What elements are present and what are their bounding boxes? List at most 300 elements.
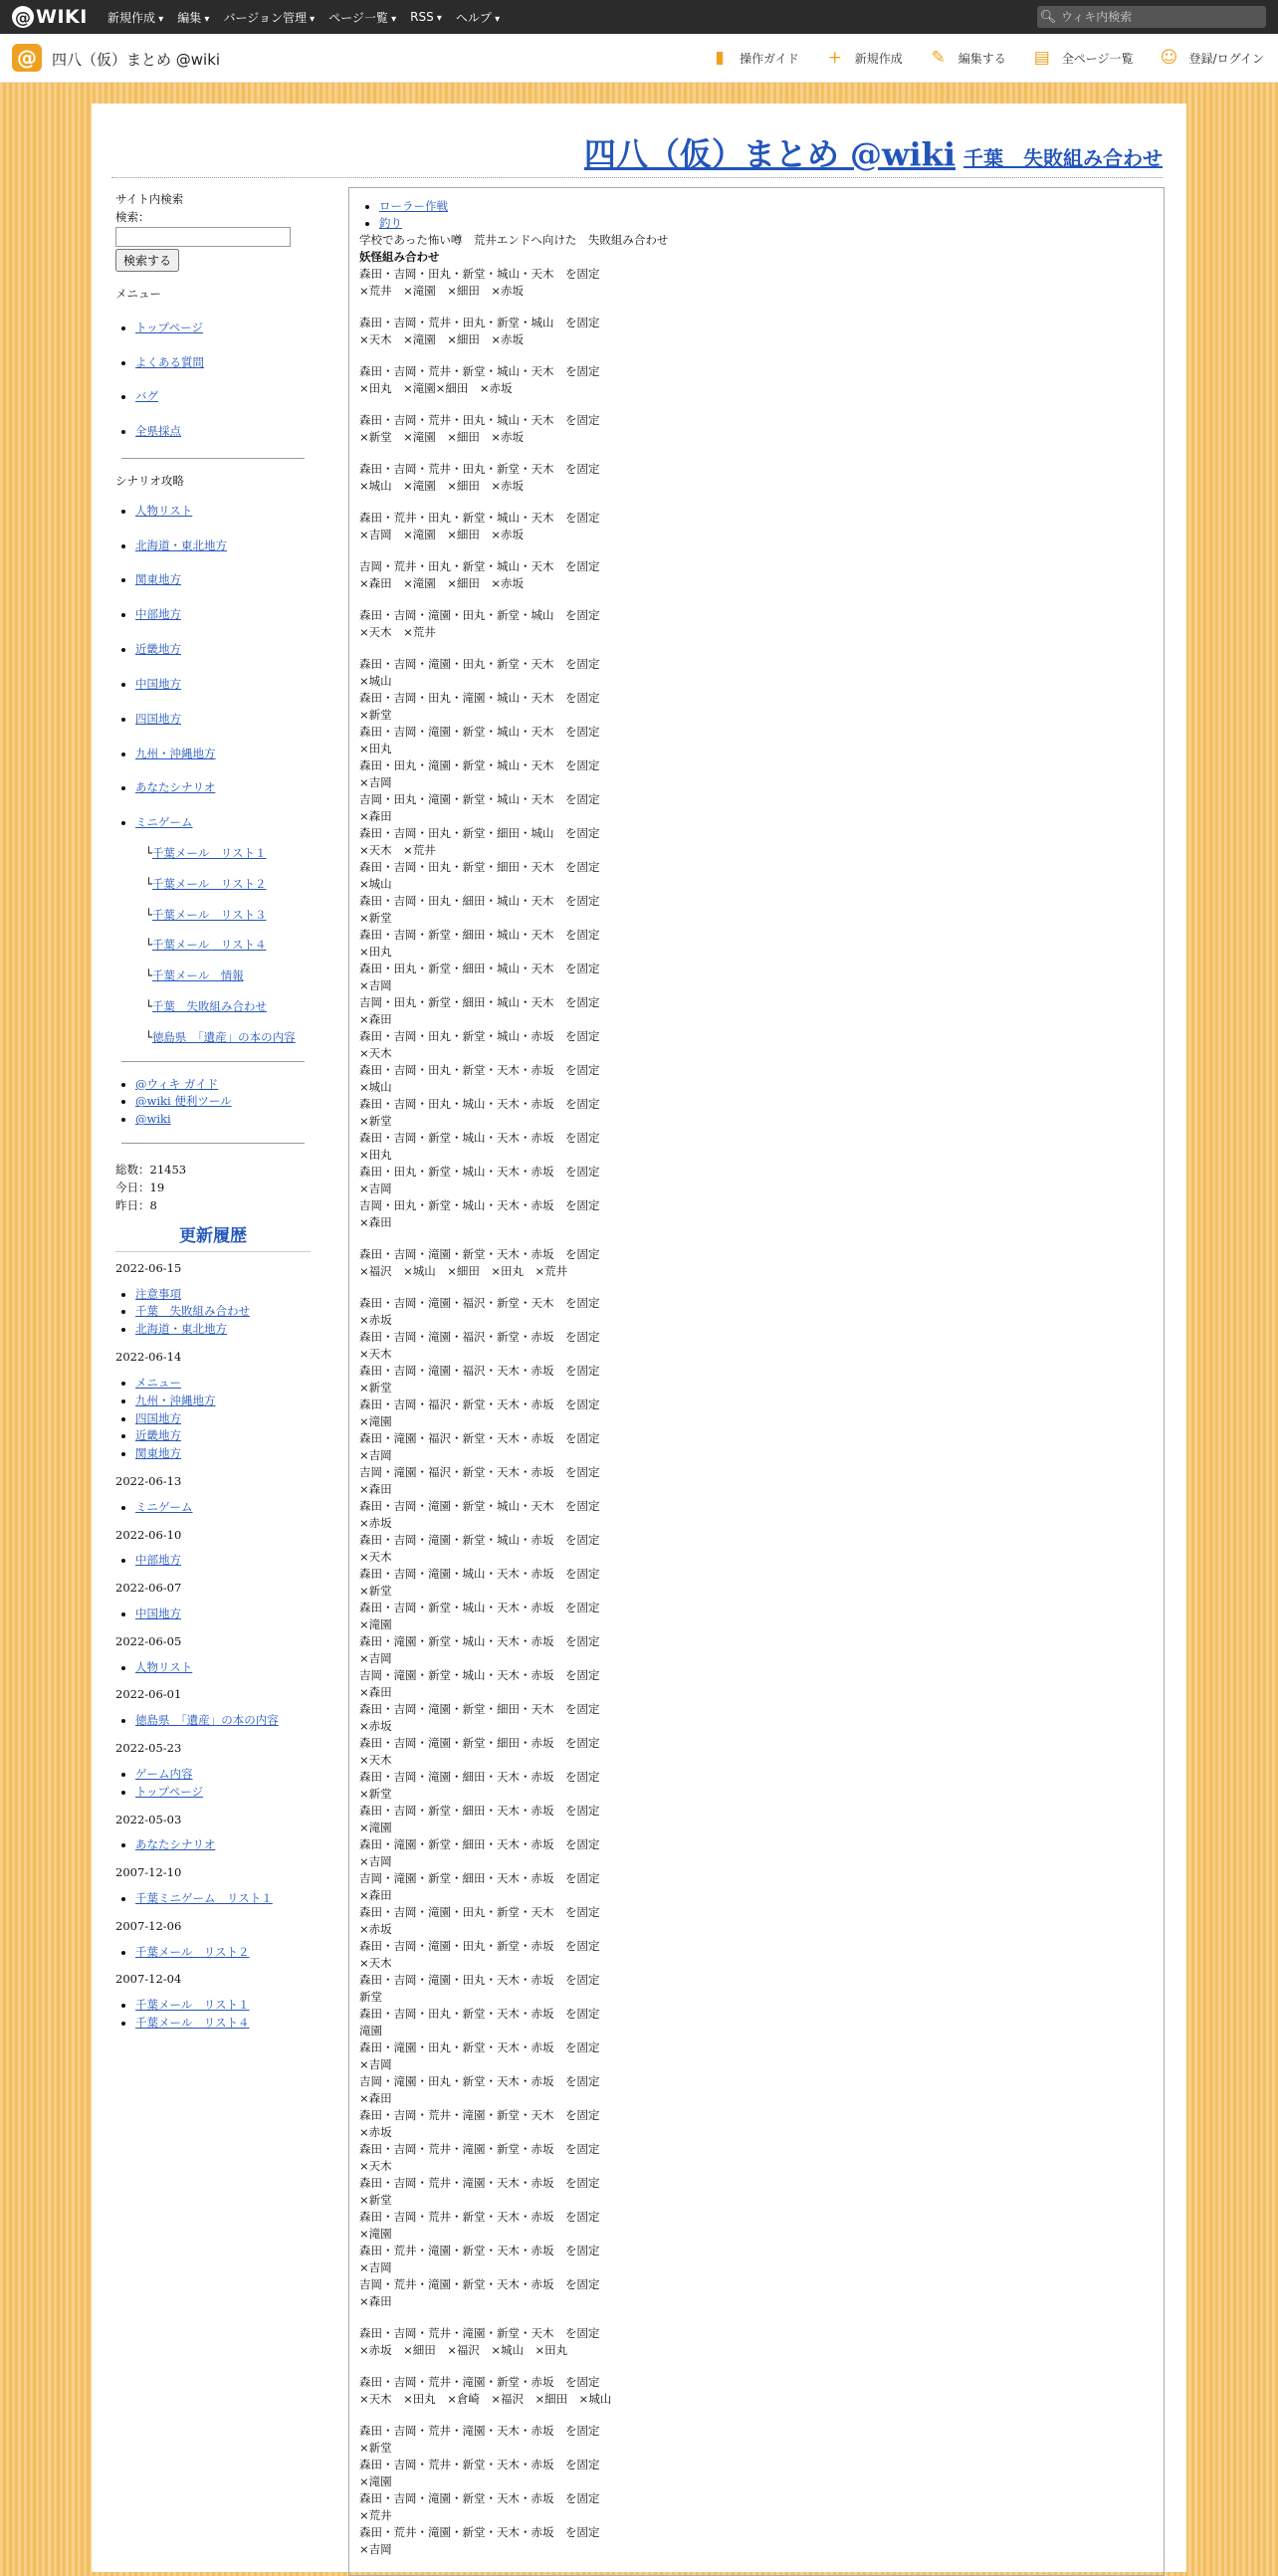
- combination-line: 森田・吉岡・新堂・細田・天木・赤坂 を固定: [359, 1804, 600, 1818]
- sidebar-menu-link[interactable]: トップページ: [135, 320, 203, 334]
- history-date: 2022-06-13: [115, 1473, 182, 1488]
- sidebar-scenario-link[interactable]: ミニゲーム: [135, 815, 193, 830]
- guide-button[interactable]: [710, 48, 799, 68]
- combination-block: [359, 1566, 1154, 1600]
- history-list: [115, 1606, 311, 1623]
- combination-line: 森田・吉岡・滝園・細田・天木・赤坂 を固定: [359, 1770, 600, 1784]
- combination-block: [359, 2423, 1154, 2457]
- list-item: [145, 1029, 311, 1047]
- combination-line: 森田・吉岡・滝園・新堂・城山・天木 を固定: [359, 725, 600, 739]
- combination-line: 森田・吉岡・滝園・新堂・細田・天木 を固定: [359, 1702, 600, 1716]
- combination-line: 吉岡・滝園・新堂・細田・天木・赤坂 を固定: [359, 1871, 600, 1885]
- combination-line: ×赤坂: [359, 1516, 392, 1530]
- history-link[interactable]: 関東地方: [135, 1446, 181, 1461]
- list-item: [135, 320, 311, 337]
- list-item: [135, 1606, 311, 1623]
- combination-block: [359, 315, 1154, 348]
- combination-line: 森田・吉岡・福沢・新堂・天木・赤坂 を固定: [359, 1397, 600, 1411]
- history-link[interactable]: ゲーム内容: [135, 1766, 193, 1781]
- combination-block: [359, 2524, 1154, 2558]
- site-header-bar: [0, 34, 1278, 83]
- plus-icon: +: [827, 48, 842, 68]
- content-link-list: [359, 198, 1154, 232]
- sidebar-minigame-link[interactable]: 徳島県 「遺産」の本の内容: [151, 1029, 296, 1044]
- search-icon[interactable]: 🔍︎: [1039, 9, 1057, 25]
- history-link[interactable]: 注意事項: [135, 1286, 181, 1301]
- combination-block: [359, 607, 1154, 641]
- list-item: [135, 1997, 311, 2015]
- combination-line: 森田・吉岡・滝園・城山・天木・赤坂 を固定: [359, 1567, 600, 1581]
- combination-block: [359, 1938, 1154, 1972]
- combination-block: [359, 1197, 1154, 1231]
- combination-line: 森田・吉岡・滝園・福沢・新堂・天木 を固定: [359, 1296, 600, 1310]
- sidebar-minigame-link[interactable]: 千葉メール リスト４: [151, 938, 267, 953]
- combination-block: [359, 2073, 1154, 2107]
- history-link[interactable]: 千葉メール リスト４: [135, 2016, 250, 2031]
- combination-block: [359, 1396, 1154, 1430]
- combination-line: 森田・吉岡・田丸・新堂・天木・赤坂 を固定: [359, 1063, 600, 1077]
- combination-line: ×吉岡: [359, 1854, 392, 1868]
- list-item: [135, 1890, 311, 1908]
- combination-line: ×吉岡: [359, 1448, 392, 1462]
- sidebar-minigame-link[interactable]: 千葉メール リスト３: [151, 907, 267, 922]
- combination-block: [359, 1972, 1154, 2006]
- history-link[interactable]: トップページ: [135, 1784, 203, 1799]
- list-item: [135, 1784, 311, 1802]
- combination-line: ×吉岡 ×滝園 ×細田 ×赤坂: [359, 528, 525, 541]
- sidebar-scenario-link[interactable]: あなたシナリオ: [135, 780, 216, 795]
- sidebar-scenario-link[interactable]: 九州・沖縄地方: [135, 746, 216, 760]
- list-item: [135, 1286, 311, 1304]
- combination-line: ×赤坂: [359, 1719, 392, 1733]
- combination-line: ×城山: [359, 1080, 392, 1094]
- combination-line: 森田・吉岡・滝園・新堂・城山・赤坂 を固定: [359, 1533, 600, 1547]
- combination-line: 森田・吉岡・田丸・新堂・城山・赤坂 を固定: [359, 1029, 600, 1043]
- list-item: [135, 746, 311, 763]
- combination-line: ×天木: [359, 1753, 392, 1767]
- site-name[interactable]: 四八（仮）まとめ @wiki: [52, 51, 221, 69]
- combination-line: 森田・吉岡・滝園・田丸・天木・赤坂 を固定: [359, 1973, 600, 1987]
- combination-line: ×天木 ×田丸 ×倉崎 ×福沢 ×細田 ×城山: [359, 2392, 612, 2406]
- combination-block: [359, 1329, 1154, 1363]
- wiki-search-input[interactable]: [1059, 9, 1266, 25]
- new-page-button[interactable]: [825, 48, 903, 68]
- combination-block: [359, 656, 1154, 690]
- new-page-label: 新規作成: [854, 51, 903, 66]
- history-link[interactable]: 北海道・東北地方: [135, 1322, 227, 1337]
- list-item: [135, 537, 311, 555]
- combination-line: 森田・荒井・滝園・新堂・天木・赤坂 を固定: [359, 2525, 600, 2539]
- combination-line: ×天木: [359, 1550, 392, 1564]
- combination-line: 森田・吉岡・荒井・滝園・新堂・天木 を固定: [359, 2108, 600, 2122]
- history-list: [115, 1766, 311, 1802]
- list-item: [135, 2015, 311, 2033]
- list-item: [145, 845, 311, 863]
- combination-line: 森田・吉岡・滝園・新堂・天木・赤坂 を固定: [359, 2491, 600, 2505]
- combination-line: 森田・吉岡・田丸・細田・城山・天木 を固定: [359, 894, 600, 908]
- sidebar-minigame-link[interactable]: 千葉メール 情報: [151, 968, 244, 983]
- history-list: [115, 1552, 311, 1570]
- combination-line: ×新堂: [359, 2441, 392, 2455]
- list-item: [145, 907, 311, 925]
- combination-line: 森田・吉岡・滝園・田丸・新堂・城山 を固定: [359, 608, 600, 622]
- site-actions: [710, 34, 1264, 82]
- list-item: [135, 571, 311, 589]
- atwiki-link[interactable]: @ウィキ ガイド: [135, 1076, 219, 1091]
- sidebar-minigame-link[interactable]: 千葉メール リスト１: [151, 845, 267, 860]
- combination-line: ×滝園: [359, 1617, 392, 1631]
- combination-block: [359, 363, 1154, 397]
- list-item: [135, 1552, 311, 1570]
- history-list: [115, 1499, 311, 1517]
- combination-line: ×城山: [359, 877, 392, 891]
- combination-line: 森田・吉岡・荒井・滝園・天木・赤坂 を固定: [359, 2424, 600, 2438]
- combination-block: [359, 2374, 1154, 2408]
- list-item: [135, 1321, 311, 1339]
- pencil-icon: ✎: [931, 48, 946, 68]
- book-icon: ▮: [715, 48, 725, 68]
- sidebar-scenario-link[interactable]: 関東地方: [135, 572, 181, 587]
- sidebar-scenario-link[interactable]: 北海道・東北地方: [135, 537, 227, 552]
- sidebar-scenario-link[interactable]: 人物リスト: [135, 503, 193, 518]
- history-link[interactable]: 千葉ミニゲーム リスト１: [135, 1890, 273, 1905]
- history-date: 2022-05-23: [115, 1741, 182, 1756]
- atwiki-link[interactable]: @wiki: [135, 1112, 171, 1127]
- combination-block: [359, 724, 1154, 757]
- list-item: [135, 354, 311, 372]
- sidebar-minigame-link[interactable]: 千葉メール リスト２: [151, 876, 267, 891]
- combination-line: ×荒井 ×滝園 ×細田 ×赤坂: [359, 284, 525, 298]
- history-date: 2007-12-06: [115, 1918, 182, 1933]
- atwiki-logo[interactable]: [12, 5, 88, 29]
- combination-block: [359, 2039, 1154, 2073]
- history-list: [115, 1836, 311, 1854]
- combination-block: [359, 893, 1154, 927]
- list-item: [135, 1111, 311, 1129]
- combination-block: [359, 510, 1154, 543]
- history-link[interactable]: 近畿地方: [135, 1428, 181, 1443]
- page-header: [92, 129, 1163, 175]
- combination-line: ×吉岡: [359, 1181, 392, 1195]
- sidebar-scenario-link[interactable]: 近畿地方: [135, 642, 181, 657]
- combination-line: ×森田: [359, 2294, 392, 2308]
- history-date: 2007-12-04: [115, 1972, 182, 1987]
- history-date: 2022-06-07: [115, 1581, 182, 1596]
- tree-branch-icon: └: [145, 876, 152, 891]
- list-item: [135, 1375, 311, 1393]
- history-link[interactable]: 徳島県 「遺産」の本の内容: [135, 1713, 279, 1728]
- combination-line: 森田・滝園・田丸・新堂・天木・赤坂 を固定: [359, 2040, 600, 2054]
- combination-line: 森田・吉岡・新堂・細田・城山・天木 を固定: [359, 928, 600, 942]
- combination-line: ×赤坂: [359, 1922, 392, 1936]
- combination-block: [359, 1532, 1154, 1566]
- history-link[interactable]: 中部地方: [135, 1553, 181, 1568]
- history-link[interactable]: メニュー: [135, 1375, 181, 1390]
- combination-line: 森田・吉岡・荒井・滝園・新堂・赤坂 を固定: [359, 2375, 600, 2389]
- site-search-input[interactable]: [115, 227, 291, 247]
- history-list: [115, 1375, 311, 1463]
- menu-heading: メニュー: [115, 286, 161, 301]
- login-label: 登録/ログイン: [1188, 51, 1264, 66]
- scenario-list: [115, 503, 311, 832]
- list-item: [135, 1393, 311, 1410]
- main-content: [348, 187, 1165, 2576]
- combination-line: 森田・吉岡・荒井・新堂・天木・赤坂 を固定: [359, 2210, 600, 2224]
- combination-line: 森田・吉岡・新堂・城山・天木・赤坂 を固定: [359, 1131, 600, 1145]
- combination-line: 森田・荒井・田丸・新堂・城山・天木 を固定: [359, 511, 600, 525]
- combination-line: ×森田: [359, 1215, 392, 1229]
- sidebar-scenario-link[interactable]: 四国地方: [135, 711, 181, 726]
- combination-line: 森田・吉岡・滝園・新堂・城山・天木 を固定: [359, 1499, 600, 1513]
- menu-edit[interactable]: 編集 ▾: [177, 9, 209, 26]
- combination-line: ×赤坂 ×細田 ×福沢 ×城山 ×田丸: [359, 2343, 568, 2357]
- combination-line: 森田・田丸・新堂・城山・天木・赤坂 を固定: [359, 1165, 600, 1179]
- combination-block: [359, 1130, 1154, 1164]
- wiki-search-box: [1037, 6, 1266, 28]
- combination-block: [359, 1836, 1154, 1870]
- combination-line: 滝園: [359, 2024, 382, 2038]
- combination-block: [359, 2209, 1154, 2243]
- sidebar-scenario-link[interactable]: 中部地方: [135, 607, 181, 622]
- edit-label: 編集する: [958, 51, 1006, 66]
- history-link[interactable]: 四国地方: [135, 1410, 181, 1425]
- combination-line: ×新堂 ×滝園 ×細田 ×赤坂: [359, 430, 525, 444]
- combination-line: ×滝園: [359, 2227, 392, 2241]
- combination-line: ×吉岡: [359, 2260, 392, 2274]
- combination-line: 森田・吉岡・田丸・滝園・城山・天木 を固定: [359, 691, 600, 705]
- sidebar-menu-link[interactable]: よくある質問: [135, 354, 204, 369]
- sidebar: [115, 191, 311, 2042]
- combination-line: ×森田: [359, 1482, 392, 1496]
- combination-block: [359, 994, 1154, 1028]
- combination-line: 森田・吉岡・荒井・滝園・新堂・天木 を固定: [359, 2326, 600, 2340]
- top-navigation-bar: [0, 0, 1278, 34]
- list-item: [145, 937, 311, 955]
- history-date: 2007-12-10: [115, 1865, 182, 1880]
- wiki-title-link[interactable]: 四八（仮）まとめ @wiki: [583, 135, 956, 173]
- combination-block: [359, 1735, 1154, 1769]
- combination-line: ×森田: [359, 809, 392, 823]
- history-date: 2022-06-14: [115, 1350, 182, 1365]
- menu-help[interactable]: ヘルプ ▾: [456, 9, 500, 26]
- combination-line: 森田・吉岡・滝園・田丸・新堂・赤坂 を固定: [359, 1939, 600, 1953]
- list-item: [135, 1836, 311, 1854]
- list-item: [135, 1410, 311, 1428]
- list-item: [135, 1427, 311, 1445]
- history-date: 2022-06-05: [115, 1633, 182, 1648]
- combination-line: ×新堂: [359, 2193, 392, 2207]
- list-item: [135, 503, 311, 521]
- list-item: [135, 1445, 311, 1463]
- combination-block: [359, 1498, 1154, 1532]
- combination-line: 吉岡・田丸・新堂・城山・天木・赤坂 を固定: [359, 1198, 600, 1212]
- combination-block: [359, 690, 1154, 724]
- combination-line: 森田・吉岡・荒井・滝園・新堂・赤坂 を固定: [359, 2142, 600, 2156]
- list-item: [135, 1766, 311, 1784]
- roller-link[interactable]: ローラー作戦: [379, 199, 448, 213]
- menu-page-list[interactable]: ページ一覧 ▾: [328, 9, 396, 26]
- combination-line: 吉岡・田丸・新堂・細田・城山・天木 を固定: [359, 995, 600, 1009]
- section-title: 妖怪組み合わせ: [359, 250, 440, 264]
- combination-line: 新堂: [359, 1990, 382, 2004]
- combination-line: ×天木: [359, 1046, 392, 1060]
- combination-block: [359, 1464, 1154, 1498]
- combination-line: ×新堂: [359, 911, 392, 925]
- combination-line: ×森田: [359, 1888, 392, 1902]
- divider: [121, 458, 305, 459]
- combination-line: 吉岡・滝園・田丸・新堂・天木・赤坂 を固定: [359, 2074, 600, 2088]
- list-item: [145, 967, 311, 985]
- site-logo-icon[interactable]: @: [12, 44, 42, 72]
- history-link[interactable]: 千葉 失敗組み合わせ: [135, 1304, 250, 1319]
- update-history-heading[interactable]: 更新履歴: [115, 1223, 311, 1252]
- combination-block: [359, 1295, 1154, 1329]
- atwiki-link[interactable]: @wiki 便利ツール: [135, 1094, 232, 1109]
- history-list: [115, 1286, 311, 1339]
- sidebar-scenario-link[interactable]: 中国地方: [135, 676, 181, 691]
- combination-line: 森田・吉岡・滝園・福沢・天木・赤坂 を固定: [359, 1364, 600, 1378]
- history-link[interactable]: 千葉メール リスト２: [135, 1944, 250, 1959]
- edit-button[interactable]: [929, 48, 1006, 68]
- combination-block: [359, 757, 1154, 791]
- combination-block: [359, 1062, 1154, 1096]
- history-list: [115, 1890, 311, 1908]
- header-divider: [111, 177, 1163, 178]
- history-list: [115, 1997, 311, 2033]
- menu-rss[interactable]: RSS ▾: [410, 10, 442, 24]
- history-list: [115, 1712, 311, 1730]
- sidebar-menu-link[interactable]: 全県採点: [135, 424, 181, 439]
- combination-block: [359, 1803, 1154, 1836]
- combination-block: [359, 825, 1154, 859]
- fishing-link[interactable]: 釣り: [379, 216, 402, 230]
- combination-block: [359, 412, 1154, 446]
- atwiki-links: [115, 1076, 311, 1129]
- history-date: 2022-06-15: [115, 1260, 182, 1275]
- combination-block: [359, 2490, 1154, 2524]
- logo-text: WIKI: [36, 6, 88, 28]
- login-button[interactable]: [1160, 48, 1264, 68]
- combination-line: 森田・滝園・福沢・新堂・天木・赤坂 を固定: [359, 1431, 600, 1445]
- list-item: [135, 388, 311, 406]
- stat-yesterday: 昨日：8: [115, 1197, 157, 1212]
- combination-line: ×滝園: [359, 2474, 392, 2488]
- combination-block: [359, 1363, 1154, 1396]
- stat-today: 今日：19: [115, 1180, 165, 1194]
- combination-block: [359, 1904, 1154, 1938]
- scenario-heading: シナリオ攻略: [115, 474, 184, 488]
- combination-block: [359, 1769, 1154, 1803]
- combination-line: 森田・吉岡・荒井・田丸・新堂・城山 を固定: [359, 316, 600, 329]
- combination-block: [359, 266, 1154, 300]
- history-date: 2022-06-01: [115, 1687, 182, 1702]
- sidebar-menu-link[interactable]: バグ: [135, 389, 158, 404]
- history-link[interactable]: あなたシナリオ: [135, 1837, 216, 1852]
- top-menu: [107, 0, 500, 34]
- combination-block: [359, 2457, 1154, 2490]
- history-date: 2022-06-10: [115, 1527, 182, 1542]
- menu-list: [115, 320, 311, 441]
- combination-line: ×新堂: [359, 1114, 392, 1128]
- combination-line: ×新堂: [359, 1584, 392, 1598]
- combination-line: ×吉岡: [359, 978, 392, 992]
- tree-branch-icon: └: [145, 907, 152, 922]
- combination-block: [359, 2175, 1154, 2209]
- all-pages-button[interactable]: [1032, 48, 1134, 68]
- combination-line: ×天木 ×荒井: [359, 625, 436, 639]
- history-link[interactable]: 千葉メール リスト１: [135, 1998, 250, 2013]
- combination-block: [359, 1701, 1154, 1735]
- combination-block: [359, 1633, 1154, 1667]
- combination-block: [359, 791, 1154, 825]
- list-item: [145, 876, 311, 894]
- combination-line: ×新堂: [359, 708, 392, 722]
- combination-line: 森田・吉岡・荒井・滝園・天木・赤坂 を固定: [359, 2176, 600, 2190]
- combination-line: ×天木 ×荒井: [359, 843, 436, 857]
- combination-block: [359, 2325, 1154, 2359]
- history-link[interactable]: 人物リスト: [135, 1659, 193, 1674]
- combination-line: ×吉岡: [359, 1651, 392, 1665]
- combination-line: 森田・滝園・新堂・城山・天木・赤坂 を固定: [359, 1634, 600, 1648]
- list-item: [145, 998, 311, 1016]
- combination-block: [359, 2276, 1154, 2310]
- combination-line: 吉岡・田丸・滝園・新堂・城山・天木 を固定: [359, 792, 600, 806]
- combination-block: [359, 2107, 1154, 2141]
- combination-line: ×赤坂: [359, 2125, 392, 2139]
- divider: [121, 1143, 305, 1144]
- list-item: [135, 1944, 311, 1962]
- all-pages-label: 全ページ一覧: [1061, 51, 1134, 66]
- page-container: [92, 104, 1186, 2572]
- combination-line: 森田・吉岡・滝園・福沢・新堂・赤坂 を固定: [359, 1330, 600, 1344]
- sidebar-minigame-link[interactable]: 千葉 失敗組み合わせ: [151, 999, 267, 1013]
- combination-line: ×滝園: [359, 1821, 392, 1834]
- combination-line: 森田・荒井・滝園・新堂・天木・赤坂 を固定: [359, 2244, 600, 2257]
- combination-block: [359, 461, 1154, 495]
- site-search-button[interactable]: 検索する: [115, 249, 179, 272]
- list-item: [135, 1712, 311, 1730]
- combination-block: [359, 927, 1154, 961]
- combination-block: [359, 1028, 1154, 1062]
- list-item: [135, 1303, 311, 1321]
- list-item: [135, 606, 311, 624]
- list-item: [135, 814, 311, 832]
- combination-line: 森田・吉岡・田丸・新堂・細田・城山 を固定: [359, 826, 600, 840]
- combination-line: ×城山 ×滝園 ×細田 ×赤坂: [359, 479, 525, 493]
- page-title-link[interactable]: 千葉 失敗組み合わせ: [963, 146, 1163, 170]
- list-item: [135, 676, 311, 694]
- combination-line: ×田丸 ×滝園×細田 ×赤坂: [359, 381, 513, 395]
- history-link[interactable]: 中国地方: [135, 1607, 181, 1621]
- combination-line: ×福沢 ×城山 ×細田 ×田丸 ×荒井: [359, 1264, 568, 1278]
- history-link[interactable]: ミニゲーム: [135, 1499, 193, 1514]
- tree-branch-icon: └: [145, 968, 152, 983]
- combination-block: [359, 1667, 1154, 1701]
- search-label: 検索：: [115, 209, 150, 224]
- combination-line: ×滝園: [359, 1414, 392, 1428]
- combination-block: [359, 558, 1154, 592]
- combination-line: 森田・吉岡・滝園・新堂・細田・赤坂 を固定: [359, 1736, 600, 1750]
- menu-version[interactable]: バージョン管理 ▾: [223, 9, 315, 26]
- combination-line: 森田・吉岡・荒井・田丸・城山・天木 を固定: [359, 413, 600, 427]
- tree-branch-icon: └: [145, 1029, 152, 1044]
- history-link[interactable]: 九州・沖縄地方: [135, 1393, 216, 1407]
- list-item: [135, 779, 311, 797]
- stat-total: 総数：21453: [115, 1163, 187, 1178]
- combination-line: ×赤坂: [359, 1313, 392, 1327]
- menu-new[interactable]: 新規作成 ▾: [107, 9, 163, 26]
- site-search-heading: サイト内検索: [115, 192, 184, 206]
